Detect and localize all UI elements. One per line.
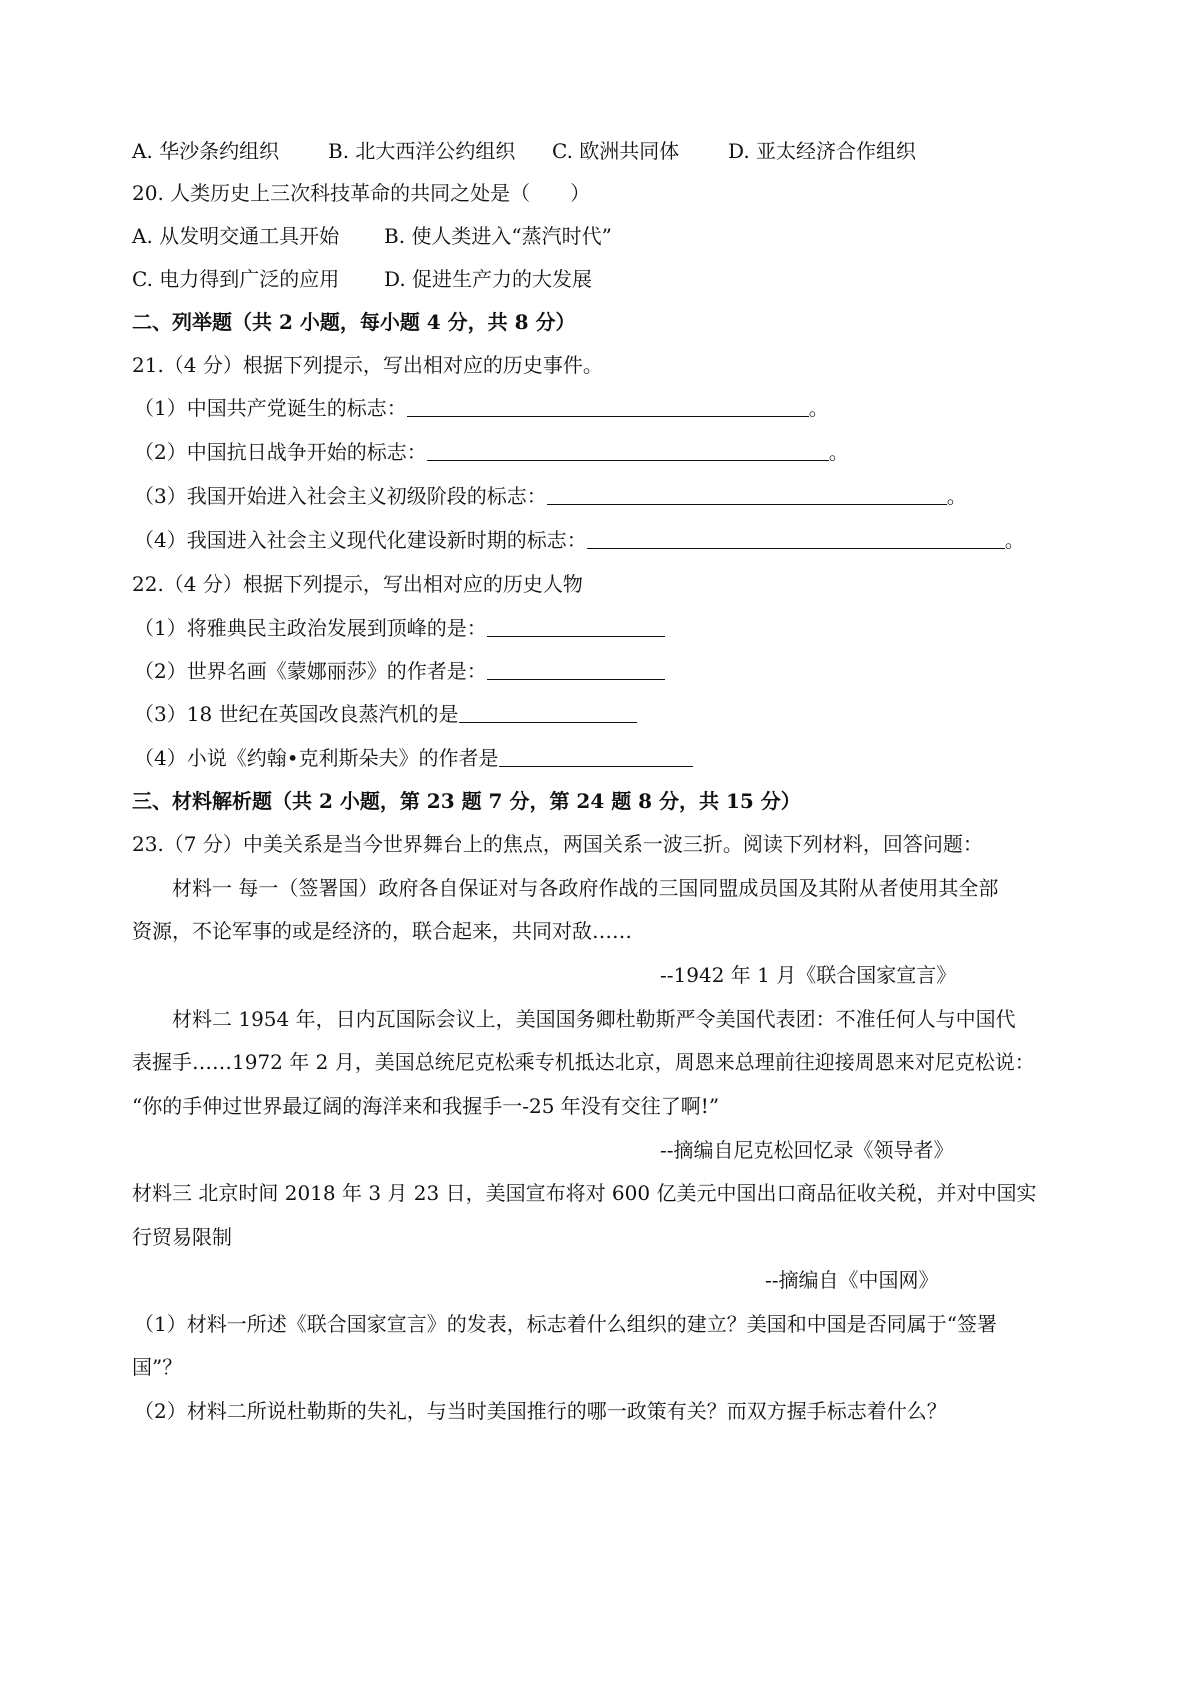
- q20-option-b: B. 使人类进入“蒸汽时代”: [384, 224, 612, 248]
- q20-option-c: C. 电力得到广泛的应用: [132, 267, 340, 291]
- material-2-source: --摘编自尼克松回忆录《领导者》: [660, 1138, 954, 1162]
- q21-item-1-label: （1）中国共产党诞生的标志：: [134, 396, 407, 420]
- material-3-line-1: 材料三 北京时间 2018 年 3 月 23 日，美国宣布将对 600 亿美元中国出口商品征收关税，并对中国实: [132, 1181, 1037, 1205]
- q23-sub-1-line-2: 国”？: [132, 1355, 183, 1379]
- q19-option-d: D. 亚太经济合作组织: [728, 139, 917, 163]
- q22-item-4: [134, 744, 693, 772]
- answer-blank[interactable]: [499, 746, 693, 767]
- q21-item-1: [134, 394, 829, 422]
- q21-stem: 21.（4 分）根据下列提示，写出相对应的历史事件。: [132, 353, 603, 377]
- q21-item-2: [134, 438, 849, 466]
- material-1-line-2: 资源，不论军事的或是经济的，联合起来，共同对敌……: [132, 919, 632, 943]
- q22-item-3-label: （3）18 世纪在英国改良蒸汽机的是: [134, 702, 459, 726]
- q20-option-a: A. 从发明交通工具开始: [132, 224, 340, 248]
- material-2-line-1: 材料二 1954 年，日内瓦国际会议上，美国国务卿杜勒斯严令美国代表团：不准任何人与中国代: [172, 1007, 1016, 1031]
- q21-item-3-label: （3）我国开始进入社会主义初级阶段的标志：: [134, 484, 547, 508]
- q21-item-3: [134, 482, 967, 510]
- material-3-line-2: 行贸易限制: [132, 1225, 232, 1249]
- q20-stem: 20. 人类历史上三次科技革命的共同之处是（ ）: [132, 181, 591, 205]
- answer-blank[interactable]: [547, 484, 947, 505]
- answer-blank[interactable]: [407, 396, 809, 417]
- answer-blank[interactable]: [487, 659, 665, 680]
- q20-options-row-2: [132, 265, 932, 293]
- q22-item-1-label: （1）将雅典民主政治发展到顶峰的是：: [134, 616, 487, 640]
- material-2-line-2: 表握手……1972 年 2 月，美国总统尼克松乘专机抵达北京，周恩来总理前往迎接周恩来对尼克松说：: [132, 1050, 1035, 1074]
- period-mark: 。: [828, 440, 849, 464]
- q21-item-2-label: （2）中国抗日战争开始的标志：: [134, 440, 427, 464]
- material-1-source: --1942 年 1 月《联合国家宣言》: [660, 963, 957, 987]
- q22-item-4-label: （4）小说《约翰•克利斯朵夫》的作者是: [134, 746, 499, 770]
- q20-option-d: D. 促进生产力的大发展: [384, 267, 593, 291]
- answer-blank[interactable]: [487, 616, 665, 637]
- answer-blank[interactable]: [427, 440, 829, 461]
- q23-sub-1-line-1: （1）材料一所述《联合国家宣言》的发表，标志着什么组织的建立？美国和中国是否同属于“签署: [134, 1312, 997, 1336]
- q19-option-b: B. 北大西洋公约组织: [328, 139, 516, 163]
- period-mark: 。: [1004, 528, 1025, 552]
- period-mark: 。: [808, 396, 829, 420]
- section-2-heading: 二、列举题（共 2 小题，每小题 4 分，共 8 分）: [132, 310, 576, 334]
- q19-option-c: C. 欧洲共同体: [552, 139, 680, 163]
- q22-stem: 22.（4 分）根据下列提示，写出相对应的历史人物: [132, 572, 583, 596]
- material-3-source: --摘编自《中国网》: [765, 1268, 939, 1292]
- answer-blank[interactable]: [587, 528, 1005, 549]
- answer-blank[interactable]: [459, 702, 637, 723]
- q23-sub-2: （2）材料二所说杜勒斯的失礼，与当时美国推行的哪一政策有关？而双方握手标志着什么？: [134, 1399, 947, 1423]
- section-3-heading: 三、材料解析题（共 2 小题，第 23 题 7 分，第 24 题 8 分，共 15 分）: [132, 789, 801, 813]
- q22-item-2: [134, 657, 665, 685]
- q20-options-row-1: [132, 222, 932, 250]
- q21-item-4-label: （4）我国进入社会主义现代化建设新时期的标志：: [134, 528, 587, 552]
- q22-item-3: [134, 700, 637, 728]
- q19-option-a: A. 华沙条约组织: [132, 139, 280, 163]
- q22-item-1: [134, 614, 665, 642]
- q19-options-row: [132, 137, 1032, 165]
- material-2-line-3: “你的手伸过世界最辽阔的海洋来和我握手一-25 年没有交往了啊!”: [132, 1094, 720, 1118]
- period-mark: 。: [946, 484, 967, 508]
- q23-stem: 23.（7 分）中美关系是当今世界舞台上的焦点，两国关系一波三折。阅读下列材料，回答问题：: [132, 832, 983, 856]
- q22-item-2-label: （2）世界名画《蒙娜丽莎》的作者是：: [134, 659, 487, 683]
- q21-item-4: [134, 526, 1025, 554]
- material-1-line-1: 材料一 每一（签署国）政府各自保证对与各政府作战的三国同盟成员国及其附从者使用其全部: [172, 876, 999, 900]
